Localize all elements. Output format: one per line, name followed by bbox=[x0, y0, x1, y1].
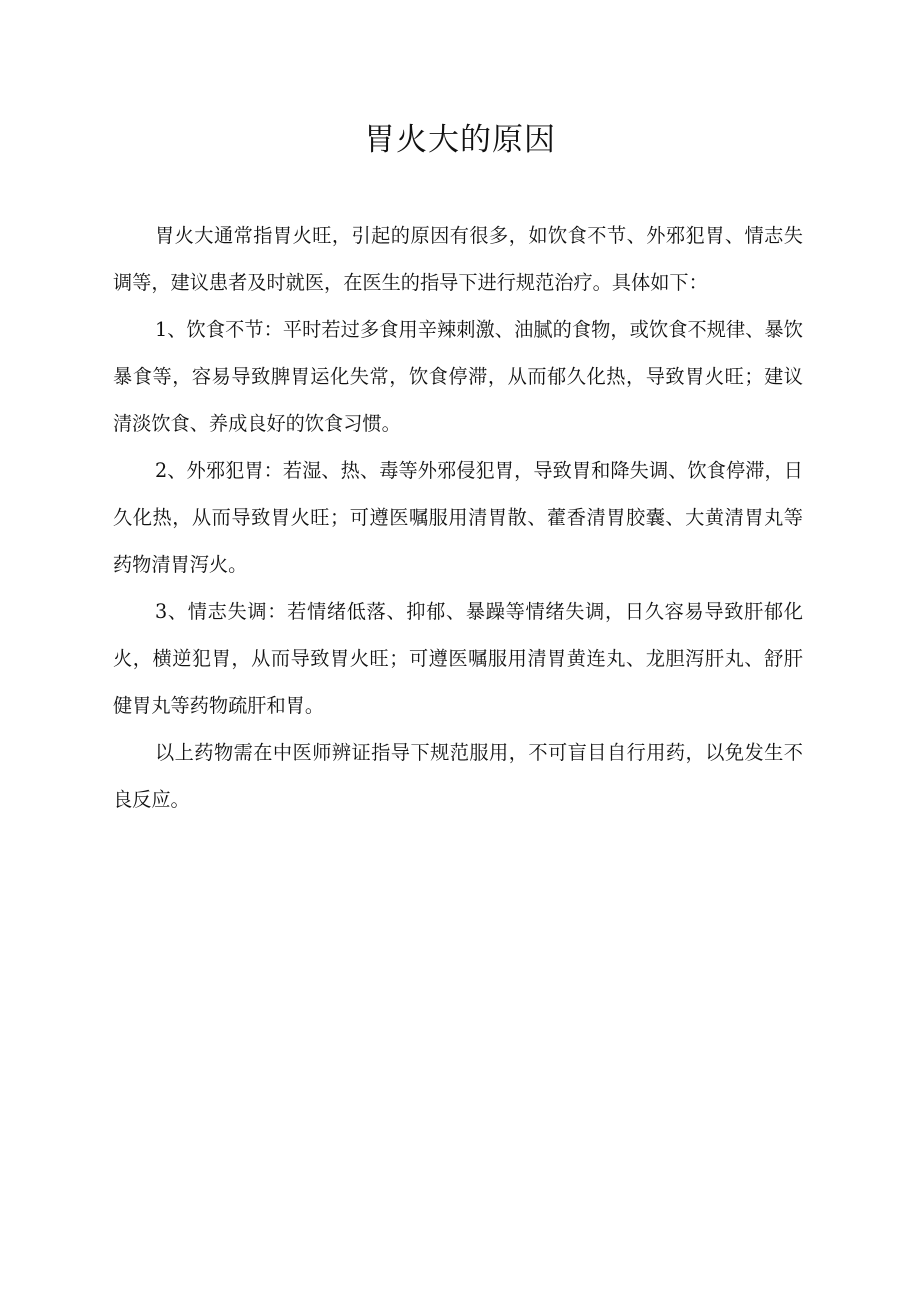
paragraph-intro: 胃火大通常指胃火旺，引起的原因有很多，如饮食不节、外邪犯胃、情志失调等，建议患者及时就医，在医生的指导下进行规范治疗。具体如下： bbox=[113, 224, 803, 294]
paragraph-emotion: 3、情志失调：若情绪低落、抑郁、暴躁等情绪失调，日久容易导致肝郁化火，横逆犯胃，从而导致胃火旺；可遵医嘱服用清胃黄连丸、龙胆泻肝丸、舒肝健胃丸等药物疏肝和胃。 bbox=[113, 600, 803, 717]
document-title: 胃火大的原因 bbox=[364, 122, 556, 158]
paragraph-diet: 1、饮食不节：平时若过多食用辛辣刺激、油腻的食物，或饮食不规律、暴饮暴食等，容易导致脾胃运化失常，饮食停滞，从而郁久化热，导致胃火旺；建议清淡饮食、养成良好的饮食习惯。 bbox=[113, 318, 803, 435]
paragraph-note: 以上药物需在中医师辨证指导下规范服用，不可盲目自行用药，以免发生不良反应。 bbox=[113, 741, 803, 811]
paragraph-external-evil: 2、外邪犯胃：若湿、热、毒等外邪侵犯胃，导致胃和降失调、饮食停滞，日久化热，从而导致胃火旺；可遵医嘱服用清胃散、藿香清胃胶囊、大黄清胃丸等药物清胃泻火。 bbox=[113, 459, 803, 576]
document-body bbox=[113, 212, 803, 823]
